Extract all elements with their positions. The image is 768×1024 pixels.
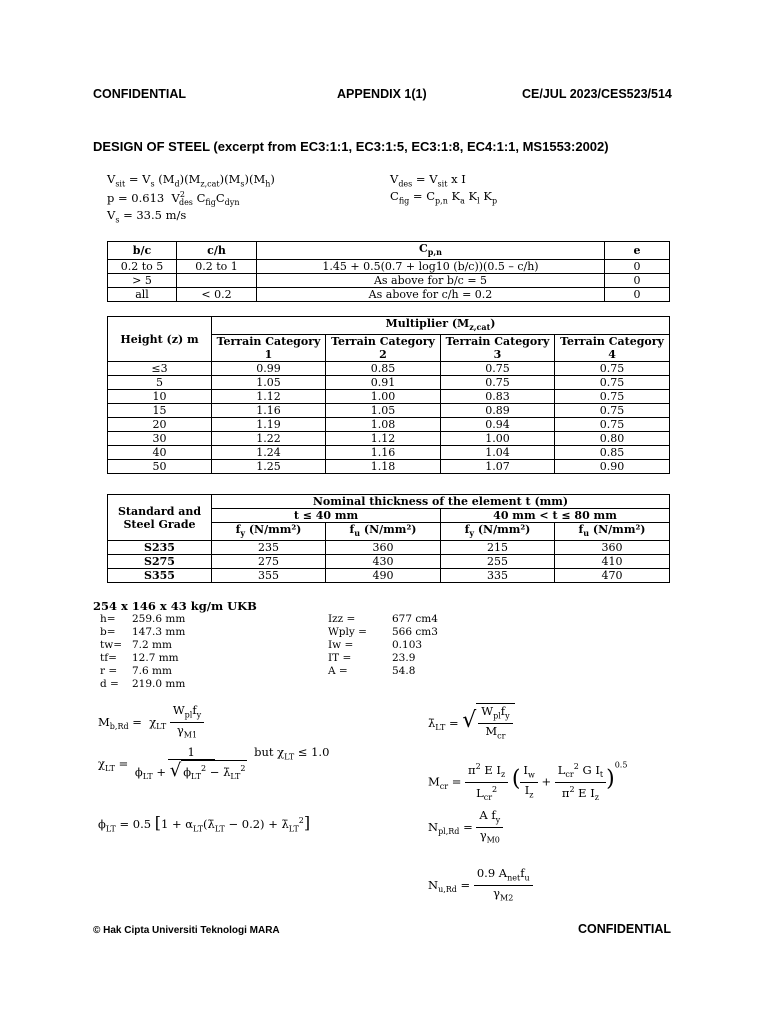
page-title: DESIGN OF STEEL (excerpt from EC3:1:1, EC3:1:5, EC3:1:8, EC4:1:1, MS1553:2002): [93, 139, 609, 154]
prop-row: IT = 23.9: [328, 652, 416, 664]
fy-header-2: $f_y$ (N/mm²): [441, 523, 555, 541]
prop-row: tf= 12.7 mm: [100, 652, 179, 664]
multiplier-header: Multiplier $(M_{z,cat})$: [212, 317, 670, 335]
table-cell: 360: [326, 541, 441, 555]
table-cell: 335: [441, 569, 555, 583]
table-row: [108, 541, 670, 555]
table-cell: S235: [108, 541, 212, 555]
table-cell: S355: [108, 569, 212, 583]
thickness-header: Nominal thickness of the element t (mm): [212, 495, 670, 509]
table-cell: 1.12: [326, 432, 441, 446]
table-cell: 20: [108, 418, 212, 432]
table-row: [108, 569, 670, 583]
table-cell: 0.75: [555, 404, 670, 418]
table-cell: 470: [555, 569, 670, 583]
table-cell: 235: [212, 541, 326, 555]
table-cell: 10: [108, 390, 212, 404]
chi-lt-formula: $\chi_{LT}$ = $\frac{1}{\phi_{LT} + √ \phi_{LT}^2 - \lambdā_{LT}^2}$ but $\chi_{LT} \le 1.0$: [98, 745, 329, 784]
table-cell: 1.07: [441, 460, 555, 474]
table-cell: > 5: [108, 274, 177, 288]
table-cell: S275: [108, 555, 212, 569]
table-cell: 1.12: [212, 390, 326, 404]
terrain-multiplier-table: [107, 316, 670, 474]
table-cell: 0.75: [555, 390, 670, 404]
fy-header-1: $f_y$ (N/mm²): [212, 523, 326, 541]
table1-header-cpn: $C_{p,n}$: [257, 242, 605, 260]
table-cell: 1.18: [326, 460, 441, 474]
table-row: [108, 418, 670, 432]
table-cell: 0.75: [555, 418, 670, 432]
thickness-range-1: t ≤ 40 mm: [212, 509, 441, 523]
table-cell: 355: [212, 569, 326, 583]
mcr-formula: $M_{cr}$ = $\frac{\pi^2 E I_z}{L_{cr}^2}$ ( $\frac{I_w}{I_z}$ + $\frac{L_{cr}^2 G I_t}{\pi^2 E I_z}$ )$^{0.5}$: [428, 760, 628, 803]
table-cell: 0.91: [326, 376, 441, 390]
table-cell: As above for c/h = 0.2: [257, 288, 605, 302]
table-cell: 0: [605, 274, 670, 288]
table-cell: 1.22: [212, 432, 326, 446]
table-cell: 30: [108, 432, 212, 446]
table-row: [108, 274, 670, 288]
table-cell: 1.45 + 0.5(0.7 + log10 (b/c))(0.5 – c/h): [257, 260, 605, 274]
prop-row: Wply = 566 cm3: [328, 626, 438, 638]
table-cell: 0.75: [441, 376, 555, 390]
header-left: CONFIDENTIAL: [93, 87, 187, 101]
steel-grade-header: Standard and Steel Grade: [108, 495, 212, 541]
table-row: [108, 446, 670, 460]
footer-confidential: CONFIDENTIAL: [578, 922, 672, 936]
table1-header-bc: b/c: [108, 242, 177, 260]
table-cell: 50: [108, 460, 212, 474]
table-cell: [177, 274, 257, 288]
thickness-range-2: 40 mm < t ≤ 80 mm: [441, 509, 670, 523]
prop-row: Iw = 0.103: [328, 639, 423, 651]
table-row: [108, 376, 670, 390]
table-cell: As above for b/c = 5: [257, 274, 605, 288]
table-row: [108, 362, 670, 376]
table-cell: 1.00: [441, 432, 555, 446]
table-cell: all: [108, 288, 177, 302]
table-cell: 15: [108, 404, 212, 418]
table-cell: 0.2 to 1: [177, 260, 257, 274]
table-cell: ≤3: [108, 362, 212, 376]
prop-row: tw= 7.2 mm: [100, 639, 172, 651]
fu-header-2: $f_u$ (N/mm²): [555, 523, 670, 541]
table-cell: 5: [108, 376, 212, 390]
npl-rd-formula: $N_{pl,Rd}$ = $\frac{A f_y}{\gamma_{M0}}$: [428, 808, 503, 848]
table-row: [108, 260, 670, 274]
table-cell: < 0.2: [177, 288, 257, 302]
table-row: [108, 555, 670, 569]
table1-header-ch: c/h: [177, 242, 257, 260]
table-row: [108, 460, 670, 474]
table-cell: 1.19: [212, 418, 326, 432]
table-cell: 1.25: [212, 460, 326, 474]
table-cell: 0: [605, 288, 670, 302]
table-cell: 1.24: [212, 446, 326, 460]
table-cell: 1.08: [326, 418, 441, 432]
table-row: [108, 404, 670, 418]
table-cell: 0.75: [441, 362, 555, 376]
terrain-category-2-header: Terrain Category 2: [326, 335, 441, 362]
prop-row: b= 147.3 mm: [100, 626, 186, 638]
table-cell: 0.2 to 5: [108, 260, 177, 274]
table-cell: 0.90: [555, 460, 670, 474]
terrain-category-4-header: Terrain Category 4: [555, 335, 670, 362]
pressure-coefficient-table: [107, 241, 670, 302]
table-cell: 255: [441, 555, 555, 569]
table-row: [108, 390, 670, 404]
table-cell: 0: [605, 260, 670, 274]
table-cell: 0.80: [555, 432, 670, 446]
table-row: [108, 432, 670, 446]
table-cell: 1.05: [212, 376, 326, 390]
table-cell: 410: [555, 555, 670, 569]
section-title: 254 x 146 x 43 kg/m UKB: [93, 599, 257, 613]
table-cell: 1.05: [326, 404, 441, 418]
table-cell: 360: [555, 541, 670, 555]
height-header: Height (z) m: [108, 317, 212, 362]
nu-rd-formula: $N_{u,Rd}$ = $\frac{0.9 A_{net}f_u}{\gamma_{M2}}$: [428, 866, 533, 906]
section-props-left: [100, 613, 185, 691]
table-cell: 0.83: [441, 390, 555, 404]
prop-row: Izz = 677 cm4: [328, 613, 438, 625]
prop-row: d = 219.0 mm: [100, 678, 186, 690]
table-cell: 1.00: [326, 390, 441, 404]
mbrd-formula: $M_{b,Rd} = \chi_{LT}$ $\frac{W_{pl}f_y}{\gamma_{M1}}$: [98, 703, 204, 743]
table-cell: 0.75: [555, 376, 670, 390]
cfig-equation: $C_{fig} = C_{p,n}$ $K_a$ $K_l$ $K_p$: [390, 189, 498, 206]
table-cell: 1.04: [441, 446, 555, 460]
vsit-equation: $V_{sit} = V_s$ $(M_d)(M_{z,cat})(M_s)(M_h)$: [107, 172, 275, 189]
header-right: CE/JUL 2023/CES523/514: [522, 87, 672, 101]
steel-grade-table: [107, 494, 670, 583]
table-cell: 275: [212, 555, 326, 569]
prop-row: r = 7.6 mm: [100, 665, 172, 677]
table-cell: 0.94: [441, 418, 555, 432]
table-row: [108, 288, 670, 302]
table-cell: 490: [326, 569, 441, 583]
vs-equation: $V_s = 33.5$ m/s: [107, 208, 187, 225]
table-cell: 1.16: [326, 446, 441, 460]
table-cell: 0.89: [441, 404, 555, 418]
table-cell: 0.75: [555, 362, 670, 376]
section-props-right: [328, 613, 438, 678]
header-center: APPENDIX 1(1): [337, 87, 427, 101]
table-cell: 0.85: [555, 446, 670, 460]
prop-row: A = 54.8: [328, 665, 416, 677]
table-cell: 0.99: [212, 362, 326, 376]
table-cell: 40: [108, 446, 212, 460]
vdes-equation: $V_{des} = V_{sit}$ x I: [390, 172, 466, 189]
prop-row: h= 259.6 mm: [100, 613, 186, 625]
phi-lt-formula: $\phi_{LT} = 0.5$ [$1 + \alpha_{LT}(\lambdā_{LT} - 0.2)$ + $\lambdā_{LT}^2$]: [98, 813, 311, 834]
terrain-category-1-header: Terrain Category 1: [212, 335, 326, 362]
pressure-equation: p = 0.613 $V^2_{des}$ $C_{fig}C_{dyn}$: [107, 190, 240, 208]
table1-header-e: e: [605, 242, 670, 260]
fu-header-1: $f_u$ (N/mm²): [326, 523, 441, 541]
table-cell: 1.16: [212, 404, 326, 418]
lambda-lt-formula: $\lambdā_{LT}$ = √ $\frac{W_{pl}f_y}{M_{cr}}$: [428, 703, 515, 744]
table-cell: 0.85: [326, 362, 441, 376]
table-cell: 430: [326, 555, 441, 569]
footer-copyright: © Hak Cipta Universiti Teknologi MARA: [93, 925, 280, 936]
terrain-category-3-header: Terrain Category 3: [441, 335, 555, 362]
table-cell: 215: [441, 541, 555, 555]
